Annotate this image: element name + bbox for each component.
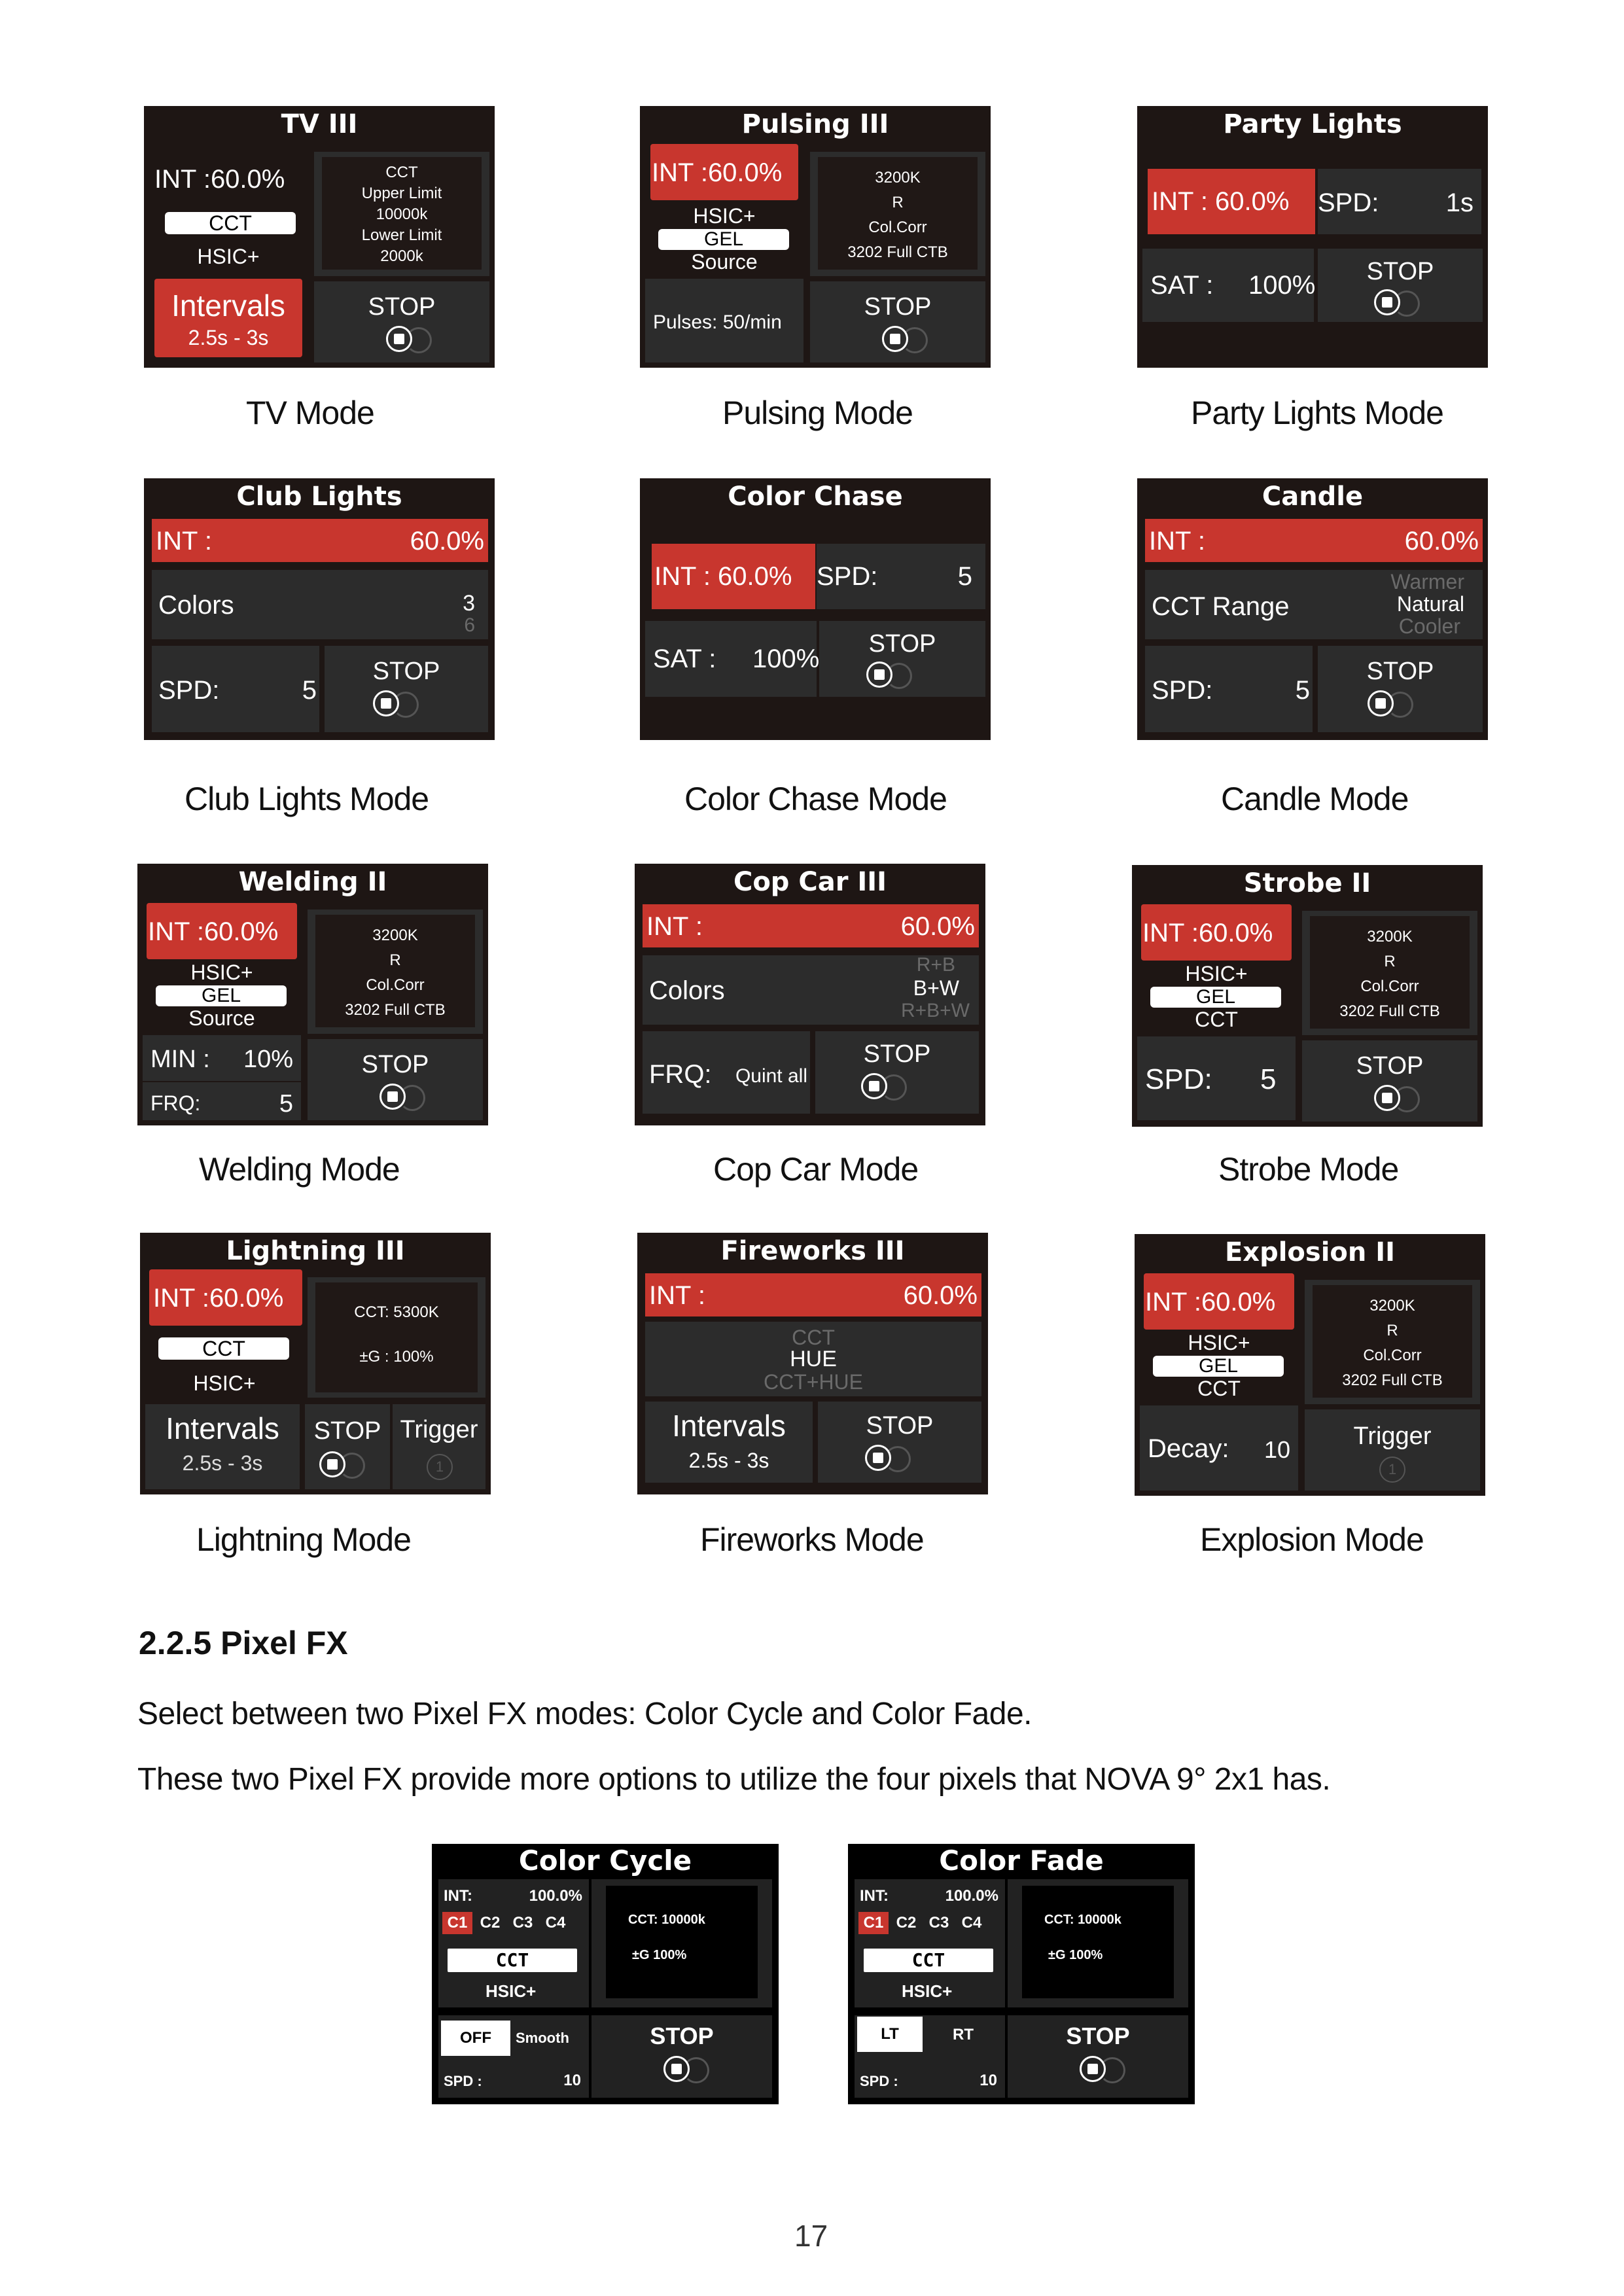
- pulsing-screen: [640, 106, 991, 368]
- info-panel: [308, 910, 483, 1034]
- caption: Club Lights Mode: [185, 781, 429, 817]
- stop-button-icon[interactable]: [1374, 289, 1400, 315]
- caption: Welding Mode: [199, 1151, 400, 1188]
- int-label: INT :: [156, 527, 212, 556]
- pixel-c4[interactable]: C4: [961, 1914, 982, 1932]
- stop-button-icon[interactable]: [319, 1451, 345, 1477]
- info-line: CCT: 10000k: [628, 1913, 705, 1927]
- int-value: 100.0%: [529, 1887, 582, 1905]
- explosion-screen: [1135, 1234, 1485, 1496]
- cct-option[interactable]: CCT: [158, 1337, 289, 1360]
- stop-button[interactable]: [308, 1039, 483, 1120]
- frq-button[interactable]: [143, 1082, 301, 1120]
- int-value: 60.0%: [900, 912, 975, 941]
- frq-value: 5: [279, 1090, 293, 1118]
- trigger-icon: 1: [1379, 1457, 1405, 1483]
- int-button[interactable]: [152, 519, 488, 562]
- stop-button-icon[interactable]: [380, 1084, 406, 1110]
- pixel-c2[interactable]: C2: [480, 1914, 501, 1932]
- stop-button-icon[interactable]: [1080, 2056, 1106, 2082]
- gel-option[interactable]: GEL: [658, 229, 789, 250]
- spd-value: 1s: [1445, 188, 1474, 217]
- info-line: CCT: 5300K: [354, 1303, 439, 1321]
- info-line: 3202 Full CTB: [345, 1001, 446, 1019]
- sat-button[interactable]: [645, 621, 820, 697]
- info-line: R: [1384, 953, 1396, 970]
- int-button[interactable]: [643, 904, 979, 947]
- tv-screen: [144, 106, 495, 368]
- info-panel: [1302, 911, 1477, 1035]
- spd-label: SPD :: [444, 2073, 482, 2089]
- source-option[interactable]: Source: [691, 250, 758, 274]
- caption: TV Mode: [246, 395, 374, 431]
- min-label: MIN :: [150, 1046, 210, 1073]
- caption: Cop Car Mode: [713, 1151, 919, 1188]
- spd-value: 5: [302, 676, 317, 705]
- hsic-option[interactable]: HSIC+: [197, 245, 260, 268]
- source-option[interactable]: Source: [188, 1006, 255, 1030]
- mode-panel: [855, 2015, 1005, 2098]
- stop-button-icon[interactable]: [663, 2056, 690, 2082]
- info-panel: [1305, 1280, 1480, 1404]
- spd-button[interactable]: [1145, 646, 1313, 732]
- int-button[interactable]: [149, 1269, 302, 1326]
- option-next: Cooler: [1398, 614, 1460, 638]
- intervals-value: 2.5s - 3s: [182, 1451, 263, 1475]
- trigger-label: Trigger: [400, 1416, 478, 1443]
- spd-value: 5: [957, 562, 972, 591]
- info-line: Col.Corr: [366, 976, 425, 994]
- info-panel: [1008, 1879, 1188, 2007]
- int-label: INT :60.0%: [652, 158, 783, 187]
- mode-select[interactable]: [645, 1322, 981, 1396]
- cct-option[interactable]: CCT: [1197, 1377, 1241, 1400]
- int-label: INT : 60.0%: [654, 562, 792, 591]
- stop-label: STOP: [1366, 258, 1434, 285]
- spd-value: 10: [980, 2072, 997, 2089]
- screen-title: Fireworks III: [720, 1236, 905, 1266]
- int-value: 60.0%: [410, 527, 484, 556]
- stop-button[interactable]: [314, 281, 489, 362]
- spd-label: SPD:: [1145, 1063, 1212, 1095]
- stop-button-icon[interactable]: [386, 326, 412, 352]
- screen-title: TV III: [281, 109, 358, 139]
- caption: Color Chase Mode: [684, 781, 947, 817]
- info-line: CCT: [385, 164, 418, 181]
- decay-value: 10: [1263, 1436, 1290, 1463]
- stop-label: STOP: [368, 293, 436, 321]
- cct-option[interactable]: CCT: [864, 1949, 993, 1972]
- info-panel: [810, 152, 985, 276]
- stop-label: STOP: [868, 630, 936, 658]
- pixel-c2[interactable]: C2: [896, 1914, 917, 1932]
- int-label: INT :60.0%: [154, 165, 285, 194]
- spd-label: SPD:: [817, 562, 878, 591]
- spd-value: 10: [563, 2072, 581, 2089]
- stop-button[interactable]: [1318, 249, 1483, 322]
- chase-screen: [640, 478, 991, 740]
- info-panel: [308, 1277, 485, 1398]
- lightning-screen: [140, 1233, 491, 1494]
- info-line: ±G : 100%: [359, 1348, 434, 1366]
- info-line: 3202 Full CTB: [847, 243, 948, 261]
- int-label: INT : 60.0%: [1152, 187, 1290, 216]
- spd-button[interactable]: [817, 544, 985, 609]
- stop-button[interactable]: [591, 2015, 772, 2098]
- intervals-label: Intervals: [166, 1411, 279, 1445]
- int-label: INT :: [649, 1281, 705, 1310]
- info-line: R: [892, 194, 904, 211]
- colors-next: 6: [464, 614, 475, 636]
- option-selected: HUE: [790, 1347, 837, 1371]
- mode-option[interactable]: Smooth: [516, 2030, 569, 2046]
- caption: Lightning Mode: [196, 1521, 411, 1558]
- int-label: INT :: [646, 912, 703, 941]
- screen-title: Color Fade: [939, 1845, 1104, 1877]
- copcar-screen: [635, 864, 985, 1125]
- option-selected: B+W: [913, 976, 959, 1000]
- sat-button[interactable]: [1142, 249, 1314, 322]
- int-label: INT :60.0%: [1142, 919, 1273, 947]
- sat-value: 100%: [1248, 271, 1316, 300]
- caption: Candle Mode: [1221, 781, 1409, 817]
- info-line: R: [1386, 1322, 1398, 1339]
- screen-title: Explosion II: [1224, 1237, 1396, 1267]
- option-selected: Natural: [1396, 592, 1464, 616]
- section-paragraph: Select between two Pixel FX modes: Color Cycle and Color Fade.: [137, 1697, 1032, 1731]
- sat-label: SAT :: [1150, 271, 1214, 300]
- hsic-option[interactable]: HSIC+: [693, 204, 756, 228]
- colors-button[interactable]: [643, 955, 979, 1025]
- spd-label: SPD :: [860, 2073, 898, 2089]
- info-line: 3202 Full CTB: [1342, 1371, 1443, 1389]
- min-value: 10%: [243, 1046, 293, 1073]
- decay-label: Decay:: [1148, 1434, 1229, 1463]
- stop-button-icon[interactable]: [865, 1445, 891, 1471]
- pixel-c3[interactable]: C3: [928, 1914, 949, 1932]
- color-cycle-screen: [432, 1844, 779, 2104]
- int-button[interactable]: [147, 903, 297, 959]
- intervals-value: 2.5s - 3s: [188, 326, 269, 349]
- info-line: 3200K: [1367, 928, 1413, 945]
- option-next: CCT+HUE: [763, 1370, 863, 1394]
- gel-option[interactable]: GEL: [156, 985, 287, 1006]
- cct-option[interactable]: CCT: [448, 1949, 577, 1972]
- frq-value: Quint all: [735, 1065, 807, 1087]
- spd-label: SPD:: [1152, 676, 1213, 705]
- stop-label: STOP: [1366, 658, 1434, 685]
- trigger-icon: 1: [427, 1454, 453, 1480]
- stop-button-icon[interactable]: [1374, 1085, 1400, 1111]
- cct-range-label: CCT Range: [1152, 592, 1290, 621]
- screen-title: Cop Car III: [733, 867, 887, 897]
- caption: Explosion Mode: [1200, 1521, 1424, 1558]
- info-line: 3200K: [875, 169, 921, 186]
- mode-panel: [438, 2015, 589, 2098]
- intervals-label: Intervals: [171, 289, 285, 323]
- info-line: ±G 100%: [632, 1948, 687, 1962]
- stop-button[interactable]: [1302, 1040, 1477, 1122]
- stop-button[interactable]: [819, 621, 985, 697]
- section-heading: 2.2.5 Pixel FX: [139, 1625, 348, 1661]
- party-screen: [1137, 106, 1488, 368]
- fireworks-screen: [637, 1233, 988, 1494]
- int-value: 100.0%: [945, 1887, 998, 1905]
- spd-label: SPD:: [1318, 188, 1379, 217]
- hsic-option[interactable]: HSIC+: [1188, 1331, 1250, 1354]
- pulses-label: Pulses: 50/min: [653, 311, 782, 333]
- stop-button-icon[interactable]: [1368, 690, 1394, 716]
- info-line: 10000k: [376, 205, 428, 223]
- colors-label: Colors: [158, 591, 234, 620]
- page-number: 17: [794, 2219, 828, 2253]
- cct-range-button[interactable]: [1145, 570, 1483, 639]
- int-label: INT:: [860, 1887, 889, 1905]
- welding-screen: [137, 864, 488, 1125]
- option-prev: R+B: [916, 954, 955, 976]
- info-line: Col.Corr: [1360, 978, 1419, 995]
- screen-title: Party Lights: [1223, 109, 1402, 139]
- option-prev: CCT: [792, 1326, 835, 1349]
- int-button[interactable]: [1144, 1273, 1294, 1330]
- spd-button[interactable]: [152, 646, 319, 732]
- info-line: 3200K: [372, 927, 418, 944]
- caption: Pulsing Mode: [722, 395, 913, 431]
- sat-label: SAT :: [653, 645, 716, 673]
- screen-title: Color Chase: [728, 482, 903, 512]
- screen-title: Color Cycle: [518, 1845, 692, 1877]
- info-line: 2000k: [380, 247, 423, 265]
- cct-option[interactable]: CCT: [1195, 1008, 1238, 1031]
- spd-button[interactable]: [1318, 169, 1481, 234]
- left-panel: [438, 1879, 589, 2007]
- cct-option[interactable]: CCT: [165, 212, 296, 234]
- int-label: INT :60.0%: [1145, 1288, 1276, 1316]
- int-label: INT :60.0%: [153, 1284, 284, 1313]
- stop-label: STOP: [864, 293, 932, 321]
- caption: Party Lights Mode: [1191, 395, 1443, 431]
- frq-label: FRQ:: [649, 1060, 712, 1089]
- pixel-c1[interactable]: C1: [858, 1912, 889, 1934]
- frq-button[interactable]: [643, 1031, 810, 1114]
- info-line: R: [389, 951, 401, 969]
- stop-button-icon[interactable]: [861, 1073, 887, 1099]
- stop-button-icon[interactable]: [882, 326, 908, 352]
- int-label: INT:: [444, 1887, 472, 1905]
- spd-value: 5: [1260, 1063, 1277, 1095]
- stop-button-icon[interactable]: [373, 690, 399, 716]
- hsic-option[interactable]: HSIC+: [902, 1981, 953, 2001]
- int-button[interactable]: [645, 1273, 981, 1316]
- screen-title: Lightning III: [226, 1236, 405, 1266]
- int-button[interactable]: [1148, 169, 1315, 234]
- trigger-label: Trigger: [1353, 1422, 1432, 1450]
- info-line: CCT: 10000k: [1044, 1913, 1121, 1927]
- stop-label: STOP: [866, 1412, 934, 1439]
- candle-screen: [1137, 478, 1488, 740]
- pixel-c4[interactable]: C4: [545, 1914, 566, 1932]
- int-button[interactable]: [652, 544, 815, 609]
- stop-button[interactable]: [325, 646, 488, 732]
- stop-button[interactable]: [1008, 2015, 1188, 2098]
- left-panel: [855, 1879, 1005, 2007]
- info-line: 3202 Full CTB: [1339, 1002, 1440, 1020]
- info-panel: [314, 152, 489, 276]
- gel-option[interactable]: GEL: [1150, 987, 1281, 1008]
- stop-button[interactable]: [305, 1404, 390, 1489]
- intervals-label: Intervals: [672, 1409, 786, 1443]
- intervals-value: 2.5s - 3s: [688, 1449, 769, 1472]
- decay-button[interactable]: [1140, 1405, 1298, 1491]
- int-button[interactable]: [650, 144, 798, 200]
- stop-button-icon[interactable]: [866, 662, 892, 688]
- gel-option[interactable]: GEL: [1153, 1356, 1284, 1377]
- info-line: Lower Limit: [361, 226, 442, 244]
- screen-title: Strobe II: [1243, 868, 1371, 898]
- screen-title: Candle: [1262, 482, 1364, 512]
- colors-button[interactable]: [152, 570, 488, 639]
- int-button[interactable]: [1145, 519, 1483, 562]
- caption: Fireworks Mode: [700, 1521, 924, 1558]
- intervals-button[interactable]: [145, 1404, 300, 1489]
- screen-title: Club Lights: [236, 482, 402, 512]
- spd-button[interactable]: [1137, 1036, 1296, 1120]
- intervals-button[interactable]: [154, 279, 302, 357]
- min-button[interactable]: [143, 1035, 301, 1081]
- mode-option[interactable]: RT: [953, 2026, 974, 2043]
- hsic-option[interactable]: HSIC+: [190, 961, 253, 984]
- info-line: Col.Corr: [1363, 1347, 1422, 1364]
- sat-value: 100%: [752, 645, 820, 673]
- option-prev: Warmer: [1390, 570, 1464, 593]
- strobe-screen: [1132, 865, 1483, 1127]
- pulses-button[interactable]: [645, 279, 803, 362]
- trigger-button[interactable]: [393, 1404, 485, 1489]
- option-next: R+B+W: [900, 1000, 970, 1021]
- colors-value: 3: [463, 591, 475, 616]
- stop-button[interactable]: [818, 1402, 981, 1483]
- stop-label: STOP: [361, 1051, 429, 1078]
- caption: Strobe Mode: [1218, 1151, 1399, 1188]
- intervals-button[interactable]: [645, 1402, 813, 1483]
- hsic-option[interactable]: HSIC+: [485, 1981, 537, 2001]
- club-screen: [144, 478, 495, 740]
- pixel-c1[interactable]: C1: [442, 1912, 472, 1934]
- color-fade-screen: [848, 1844, 1195, 2104]
- stop-label: STOP: [650, 2022, 714, 2049]
- mode-option-selected[interactable]: OFF: [441, 2021, 510, 2056]
- stop-label: STOP: [863, 1040, 931, 1068]
- hsic-option[interactable]: HSIC+: [1185, 962, 1248, 985]
- stop-label: STOP: [313, 1417, 381, 1445]
- trigger-button[interactable]: [1305, 1409, 1480, 1491]
- stop-button[interactable]: [1318, 646, 1483, 732]
- pixel-c3[interactable]: C3: [512, 1914, 533, 1932]
- info-line: Col.Corr: [868, 219, 927, 236]
- int-label: INT :: [1149, 527, 1205, 556]
- info-line: Upper Limit: [361, 185, 442, 202]
- info-line: ±G 100%: [1048, 1948, 1103, 1962]
- int-value: 60.0%: [1404, 527, 1479, 556]
- screen-title: Welding II: [238, 867, 387, 897]
- frq-label: FRQ:: [150, 1091, 201, 1115]
- section-paragraph: These two Pixel FX provide more options to utilize the four pixels that NOVA 9° 2x1 has.: [137, 1762, 1331, 1797]
- int-label: INT :60.0%: [148, 917, 279, 946]
- screen-title: Pulsing III: [741, 109, 889, 139]
- spd-label: SPD:: [158, 676, 220, 705]
- stop-button[interactable]: [810, 281, 985, 362]
- mode-option-selected[interactable]: LT: [857, 2017, 923, 2052]
- int-button[interactable]: [1141, 904, 1292, 961]
- stop-button[interactable]: [815, 1031, 979, 1114]
- hsic-option[interactable]: HSIC+: [193, 1371, 256, 1395]
- colors-label: Colors: [649, 976, 725, 1005]
- int-value: 60.0%: [903, 1281, 978, 1310]
- stop-label: STOP: [1066, 2022, 1130, 2049]
- info-panel: [591, 1879, 772, 2007]
- stop-label: STOP: [372, 658, 440, 685]
- spd-value: 5: [1295, 676, 1310, 705]
- stop-label: STOP: [1356, 1052, 1424, 1080]
- info-line: 3200K: [1369, 1297, 1415, 1315]
